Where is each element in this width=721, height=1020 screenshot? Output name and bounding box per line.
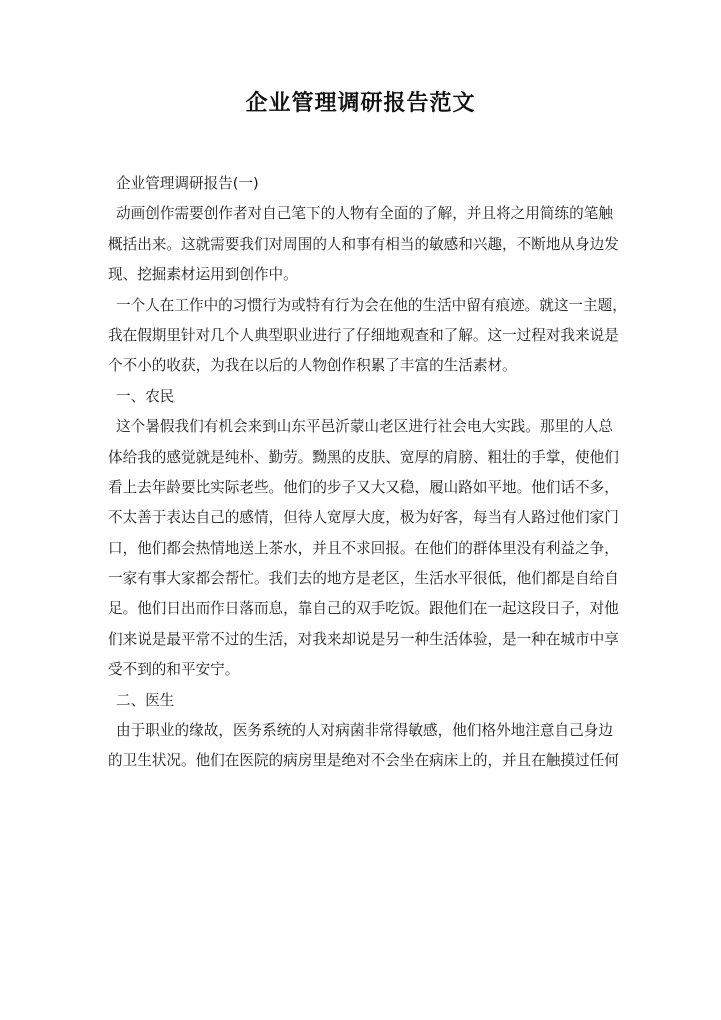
paragraph-line: 的卫生状况。他们在医院的病房里是绝对不会坐在病床上的，并且在触摸过任何 <box>108 752 619 770</box>
paragraph-line: 口，他们都会热情地送上茶水，并且不求回报。在他们的群体里没有利益之争， <box>108 539 619 557</box>
paragraph-line: 们来说是最平常不过的生活，对我来却说是另一种生活体验，是一种在城市中享 <box>108 630 619 648</box>
document-title: 企业管理调研报告范文 <box>245 91 476 116</box>
paragraph-line: 看上去年龄要比实际老些。他们的步子又大又稳，履山路如平地。他们话不多， <box>108 478 619 496</box>
paragraph-line: 我在假期里针对几个人典型职业进行了仔细地观查和了解。这一过程对我来说是 <box>108 326 619 344</box>
document-body <box>108 169 627 777</box>
paragraph-line: 由于职业的缘故，医务系统的人对病菌非常得敏感，他们格外地注意自己身边 <box>116 722 613 740</box>
section-heading: 二、医生 <box>116 691 175 709</box>
paragraph-line: 不太善于表达自己的感情，但待人宽厚大度，极为好客，每当有人路过他们家门 <box>108 509 619 527</box>
section-heading: 企业管理调研报告(一) <box>116 175 259 192</box>
paragraph-line: 现、挖掘素材运用到创作中。 <box>108 266 298 284</box>
paragraph-line: 体给我的感觉就是纯朴、勤劳。黝黑的皮肤、宽厚的肩膀、粗壮的手掌，使他们 <box>108 448 619 466</box>
paragraph-line: 一个人在工作中的习惯行为或特有行为会在他的生活中留有痕迹。就这一主题， <box>116 296 627 314</box>
paragraph-line: 受不到的和平安宁。 <box>108 661 240 679</box>
paragraph-line: 概括出来。这就需要我们对周围的人和事有相当的敏感和兴趣，不断地从身边发 <box>108 235 619 253</box>
paragraph-line: 足。他们日出而作日落而息，靠自己的双手吃饭。跟他们在一起这段日子，对他 <box>108 600 619 618</box>
paragraph-line: 个不小的收获，为我在以后的人物创作积累了丰富的生活素材。 <box>108 357 517 375</box>
section-heading: 一、农民 <box>116 387 175 405</box>
paragraph-line: 动画创作需要创作者对自己笔下的人物有全面的了解，并且将之用简练的笔触 <box>116 205 613 223</box>
paragraph-line: 这个暑假我们有机会来到山东平邑沂蒙山老区进行社会电大实践。那里的人总 <box>116 418 613 436</box>
paragraph-line: 一家有事大家都会帮忙。我们去的地方是老区，生活水平很低，他们都是自给自 <box>108 570 619 588</box>
